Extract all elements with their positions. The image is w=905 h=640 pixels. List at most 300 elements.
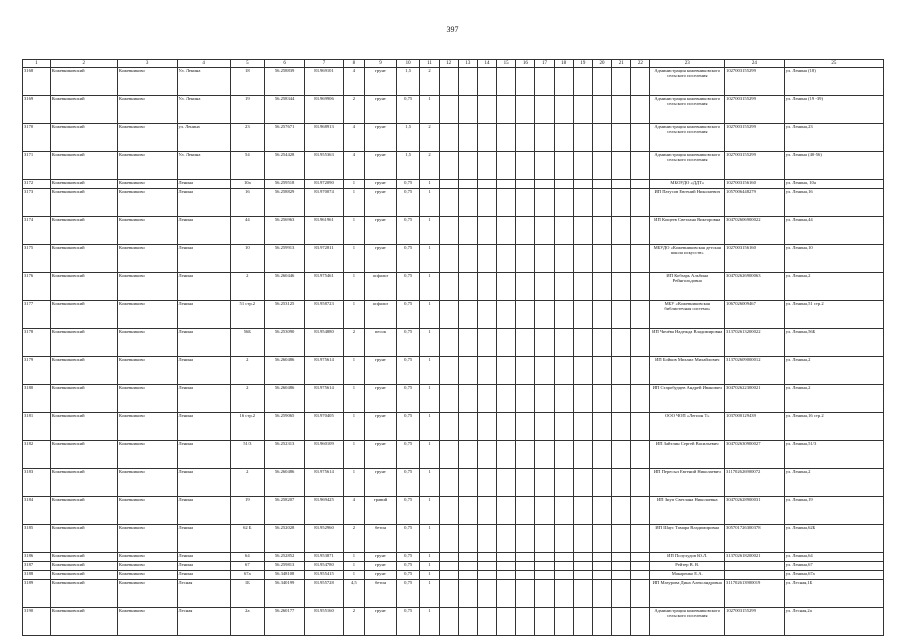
table-cell [535, 301, 554, 329]
table-cell: 10а [230, 180, 264, 189]
table-cell [439, 571, 458, 580]
table-cell [554, 217, 573, 245]
table-cell [631, 124, 650, 152]
table-cell [535, 329, 554, 357]
table-cell [573, 180, 592, 189]
table-cell [535, 571, 554, 580]
table-cell: 0,75 [396, 441, 419, 469]
table-cell: 1 [420, 525, 439, 553]
table-cell: 56.253125 [264, 301, 304, 329]
table-cell: 56.252852 [264, 553, 304, 562]
table-cell: 0,75 [396, 497, 419, 525]
table-cell: грунт [365, 96, 397, 124]
table-cell [554, 96, 573, 124]
table-row [23, 180, 884, 189]
column-header: 14 [477, 60, 496, 68]
table-cell: 1 [420, 301, 439, 329]
table-cell [554, 301, 573, 329]
table-cell [439, 441, 458, 469]
table-cell: Кожевниково [117, 469, 177, 497]
table-cell: ул. Ленина (40-56) [784, 152, 883, 180]
table-cell: 1 [343, 562, 364, 571]
table-cell [516, 152, 535, 180]
table-cell: 0,75 [396, 357, 419, 385]
table-cell [612, 124, 631, 152]
table-cell: 56.340199 [264, 580, 304, 608]
table-cell: 1 [343, 441, 364, 469]
table-cell: ул. Ленина,67 [784, 562, 883, 571]
table-cell [458, 525, 477, 553]
table-cell: 1 [420, 562, 439, 571]
table-cell: ИП Мазурова Дина Александровна [650, 580, 725, 608]
table-cell: 3186 [23, 553, 51, 562]
table-cell: 1 [420, 497, 439, 525]
table-cell [535, 580, 554, 608]
table-cell [612, 497, 631, 525]
table-cell: 83.968913 [305, 124, 343, 152]
table-row [23, 273, 884, 301]
table-cell: Кожевниковский [50, 608, 117, 636]
table-cell [554, 189, 573, 217]
table-cell [439, 152, 458, 180]
table-cell: 1 [420, 180, 439, 189]
table-cell [458, 217, 477, 245]
table-cell: 2 [420, 68, 439, 96]
table-cell: Ленина [177, 273, 230, 301]
table-cell: Кожевниково [117, 553, 177, 562]
table-cell [458, 189, 477, 217]
table-cell: 83.954880 [305, 329, 343, 357]
table-cell: 10 [230, 245, 264, 273]
table-cell [573, 562, 592, 571]
table-cell: ул. Ленина,56Б [784, 329, 883, 357]
table-row [23, 152, 884, 180]
table-cell: Ленина [177, 329, 230, 357]
table-cell [592, 152, 611, 180]
table-cell: 2 [420, 152, 439, 180]
table-cell [612, 469, 631, 497]
table-cell [592, 96, 611, 124]
table-cell: Кожевниковский [50, 469, 117, 497]
table-cell: 1057006448279 [725, 189, 785, 217]
table-cell [477, 580, 496, 608]
table-cell [612, 301, 631, 329]
column-header: 21 [612, 60, 631, 68]
table-cell [535, 525, 554, 553]
table-cell: грунт [365, 413, 397, 441]
table-cell: 51/3 [230, 441, 264, 469]
table-cell [535, 68, 554, 96]
table-cell: 3171 [23, 152, 51, 180]
table-cell: 2 [343, 96, 364, 124]
table-cell: 1 [420, 580, 439, 608]
table-cell [592, 329, 611, 357]
table-cell [535, 413, 554, 441]
table-cell [573, 189, 592, 217]
table-cell: ул. Ленина, 10а [784, 180, 883, 189]
table-cell: 1 [343, 385, 364, 413]
table-cell: 3177 [23, 301, 51, 329]
table-cell: 1 [420, 273, 439, 301]
table-cell [612, 245, 631, 273]
table-cell: 56.254428 [264, 152, 304, 180]
table-row [23, 571, 884, 580]
table-cell: ИП Пересыл Евгений Николаевич [650, 469, 725, 497]
table-cell: Администрация кожевниковского сельского поселения [650, 124, 725, 152]
table-row [23, 608, 884, 636]
table-cell [516, 68, 535, 96]
table-cell: 1 [343, 189, 364, 217]
table-cell: грунт [365, 245, 397, 273]
table-row [23, 96, 884, 124]
table-cell: 313702618200021 [725, 553, 785, 562]
table-cell [516, 180, 535, 189]
table-cell [631, 245, 650, 273]
table-cell: 304702630900027 [725, 441, 785, 469]
table-cell: Администрация кожевниковского сельского поселения [650, 68, 725, 96]
table-cell [516, 497, 535, 525]
table-cell [439, 413, 458, 441]
table-cell [516, 469, 535, 497]
table-cell [439, 189, 458, 217]
table-cell [592, 469, 611, 497]
table-cell: Кожевниково [117, 217, 177, 245]
column-header: 24 [725, 60, 785, 68]
table-cell [592, 385, 611, 413]
table-cell: Ул. Ленина [177, 152, 230, 180]
table-cell [631, 217, 650, 245]
table-cell: грунт [365, 189, 397, 217]
table-cell: Ленина [177, 413, 230, 441]
table-cell: 56.258839 [264, 68, 304, 96]
table-row [23, 329, 884, 357]
table-cell [477, 152, 496, 180]
table-cell: гравий [365, 497, 397, 525]
table-cell: 1 [420, 385, 439, 413]
table-cell: Администрация кожевниковского сельского поселения [650, 96, 725, 124]
table-cell: ул. Ленина,19 [784, 497, 883, 525]
table-cell: 311702626900072 [725, 469, 785, 497]
table-cell: 1027003155299 [725, 96, 785, 124]
table-cell [612, 152, 631, 180]
table-cell [535, 469, 554, 497]
table-cell [516, 273, 535, 301]
table-cell [458, 385, 477, 413]
table-row [23, 497, 884, 525]
header-row [23, 60, 884, 68]
table-cell: 1027003155299 [725, 152, 785, 180]
table-cell [458, 273, 477, 301]
table-cell [592, 413, 611, 441]
table-cell: 1 [420, 245, 439, 273]
table-cell [477, 469, 496, 497]
table-cell [573, 553, 592, 562]
table-cell [592, 68, 611, 96]
table-cell [458, 580, 477, 608]
table-cell: 83.969101 [305, 68, 343, 96]
table-row [23, 580, 884, 608]
table-cell: 16 [230, 189, 264, 217]
table-cell [497, 301, 516, 329]
table-cell: 83.958723 [305, 301, 343, 329]
registry-table [22, 59, 884, 636]
table-cell [497, 96, 516, 124]
table-cell: 3179 [23, 357, 51, 385]
table-cell [612, 217, 631, 245]
table-cell [439, 68, 458, 96]
table-cell: 0,75 [396, 301, 419, 329]
table-cell: ул. Лесная,1Б [784, 580, 883, 608]
table-cell: Кожевниково [117, 441, 177, 469]
table-cell: 0,75 [396, 562, 419, 571]
table-cell: 64 [230, 553, 264, 562]
table-row [23, 413, 884, 441]
table-cell [497, 469, 516, 497]
table-cell [592, 562, 611, 571]
table-cell [592, 553, 611, 562]
table-cell [497, 152, 516, 180]
column-header: 20 [592, 60, 611, 68]
table-cell: Кожевниковский [50, 413, 117, 441]
table-cell: 1,5 [396, 152, 419, 180]
table-cell [497, 68, 516, 96]
column-header: 23 [650, 60, 725, 68]
table-cell [439, 96, 458, 124]
table-cell: бетон [365, 525, 397, 553]
table-cell: ул. Ленина,44 [784, 217, 883, 245]
table-cell: Кожевниковский [50, 562, 117, 571]
table-cell: грунт [365, 152, 397, 180]
table-cell [612, 580, 631, 608]
table-cell: Ул. Ленина [177, 68, 230, 96]
table-cell [573, 96, 592, 124]
table-cell: 3180 [23, 385, 51, 413]
table-cell [631, 385, 650, 413]
table-cell: 3174 [23, 217, 51, 245]
table-cell: ИП Кобзарь Альбина Рейнгольдовна [650, 273, 725, 301]
table-cell [516, 608, 535, 636]
table-cell: 1 [343, 357, 364, 385]
table-cell: Кожевниково [117, 562, 177, 571]
table-row [23, 441, 884, 469]
table-cell [631, 469, 650, 497]
table-cell [554, 562, 573, 571]
table-cell [439, 273, 458, 301]
table-cell [612, 329, 631, 357]
table-cell: 1,5 [396, 68, 419, 96]
table-cell [497, 580, 516, 608]
table-cell: 2 [343, 525, 364, 553]
table-cell: 83.961961 [305, 217, 343, 245]
table-cell: Кожевниковский [50, 180, 117, 189]
table-cell [592, 189, 611, 217]
table-cell [535, 562, 554, 571]
table-cell: Кожевниково [117, 245, 177, 273]
table-cell: Кожевниковский [50, 497, 117, 525]
table-cell [554, 68, 573, 96]
table-cell: 3170 [23, 124, 51, 152]
table-cell [516, 329, 535, 357]
table-row [23, 124, 884, 152]
table-cell: Кожевниковский [50, 553, 117, 562]
table-cell [573, 124, 592, 152]
table-cell: Кожевниковский [50, 245, 117, 273]
table-cell: Ленина [177, 525, 230, 553]
table-cell: 2 [420, 124, 439, 152]
table-cell: Ленина [177, 301, 230, 329]
table-cell: Ленина [177, 562, 230, 571]
table-cell [477, 273, 496, 301]
table-cell: 2 [230, 273, 264, 301]
table-cell: 1,5 [396, 124, 419, 152]
table-cell [592, 124, 611, 152]
table-cell: 1 [343, 553, 364, 562]
table-cell: 1 [343, 245, 364, 273]
table-cell [458, 413, 477, 441]
table-cell [477, 608, 496, 636]
table-cell: 3190 [23, 608, 51, 636]
table-cell [535, 180, 554, 189]
table-cell [516, 553, 535, 562]
table-cell: 83.975614 [305, 385, 343, 413]
table-cell: бетон [365, 580, 397, 608]
table-cell [439, 580, 458, 608]
table-cell: 56.253090 [264, 329, 304, 357]
table-cell: ул. Ленина,67а [784, 571, 883, 580]
table-cell: 3182 [23, 441, 51, 469]
table-cell [497, 329, 516, 357]
column-header: 16 [516, 60, 535, 68]
table-cell [477, 413, 496, 441]
table-cell [477, 301, 496, 329]
table-cell [535, 553, 554, 562]
table-cell [612, 189, 631, 217]
table-cell [554, 329, 573, 357]
table-cell: 2 [343, 329, 364, 357]
table-cell: грунт [365, 571, 397, 580]
table-cell [612, 525, 631, 553]
table-cell [535, 608, 554, 636]
table-cell [516, 357, 535, 385]
table-cell: Администрация кожевниковского сельского поселения [650, 608, 725, 636]
table-cell: грунт [365, 469, 397, 497]
table-cell [477, 562, 496, 571]
table-cell: 83.955728 [305, 580, 343, 608]
table-cell [497, 553, 516, 562]
table-cell [612, 357, 631, 385]
table-cell [458, 180, 477, 189]
table-cell [439, 217, 458, 245]
table-cell: 56.260486 [264, 469, 304, 497]
table-cell: Ленина [177, 441, 230, 469]
table-row [23, 469, 884, 497]
table-cell: Кожевниковский [50, 68, 117, 96]
table-cell [573, 357, 592, 385]
table-cell: 1037000129439 [725, 413, 785, 441]
table-cell [535, 273, 554, 301]
table-cell [477, 329, 496, 357]
column-header: 17 [535, 60, 554, 68]
table-cell: Ленина [177, 497, 230, 525]
table-cell: 1 [420, 441, 439, 469]
table-cell [516, 385, 535, 413]
table-cell [477, 525, 496, 553]
table-cell: 3188 [23, 571, 51, 580]
table-cell: 0,75 [396, 245, 419, 273]
table-cell [535, 217, 554, 245]
table-cell: ул. Ленина (19 -39) [784, 96, 883, 124]
table-cell [573, 68, 592, 96]
table-cell [573, 441, 592, 469]
table-cell: ИП Чичёва Надежда Владимировна [650, 329, 725, 357]
table-cell: Кожевниковский [50, 580, 117, 608]
table-cell [612, 553, 631, 562]
table-cell: 54 [230, 152, 264, 180]
table-cell: 0,75 [396, 413, 419, 441]
table-cell [477, 180, 496, 189]
table-cell [497, 525, 516, 553]
table-cell [516, 441, 535, 469]
table-cell [573, 152, 592, 180]
table-cell: 1027003156160 [725, 180, 785, 189]
table-cell [725, 571, 785, 580]
table-cell: 83.955363 [305, 152, 343, 180]
table-cell: 3169 [23, 96, 51, 124]
table-cell: 313702613200022 [725, 329, 785, 357]
table-cell: 2 [230, 469, 264, 497]
table-row [23, 562, 884, 571]
table-cell [612, 441, 631, 469]
page-number: 397 [446, 25, 459, 34]
table-cell: 83.953871 [305, 553, 343, 562]
column-header: 4 [177, 60, 230, 68]
table-cell: 304702622300021 [725, 385, 785, 413]
table-row [23, 217, 884, 245]
table-cell: Кожевниково [117, 357, 177, 385]
table-cell: 1 [343, 469, 364, 497]
table-cell [439, 357, 458, 385]
table-cell [631, 68, 650, 96]
table-cell [535, 189, 554, 217]
table-body [23, 60, 884, 636]
table-cell: 3172 [23, 180, 51, 189]
table-cell: 3176 [23, 273, 51, 301]
table-cell [612, 180, 631, 189]
table-cell [439, 329, 458, 357]
table-cell [497, 357, 516, 385]
table-cell: ул. Ленина,2 [784, 385, 883, 413]
table-cell [631, 580, 650, 608]
table-cell: 83.972811 [305, 245, 343, 273]
table-cell [612, 385, 631, 413]
table-cell [497, 497, 516, 525]
table-cell: 305701726300378 [725, 525, 785, 553]
table-cell: грунт [365, 357, 397, 385]
table-cell: Кожевниково [117, 68, 177, 96]
column-header: 15 [497, 60, 516, 68]
table-cell [458, 562, 477, 571]
table-cell [573, 245, 592, 273]
table-cell [516, 245, 535, 273]
table-cell: 3185 [23, 525, 51, 553]
table-cell: грунт [365, 124, 397, 152]
table-cell [554, 525, 573, 553]
table-cell [477, 96, 496, 124]
table-cell [554, 357, 573, 385]
table-cell [631, 152, 650, 180]
table-cell: 3187 [23, 562, 51, 571]
table-cell [516, 189, 535, 217]
